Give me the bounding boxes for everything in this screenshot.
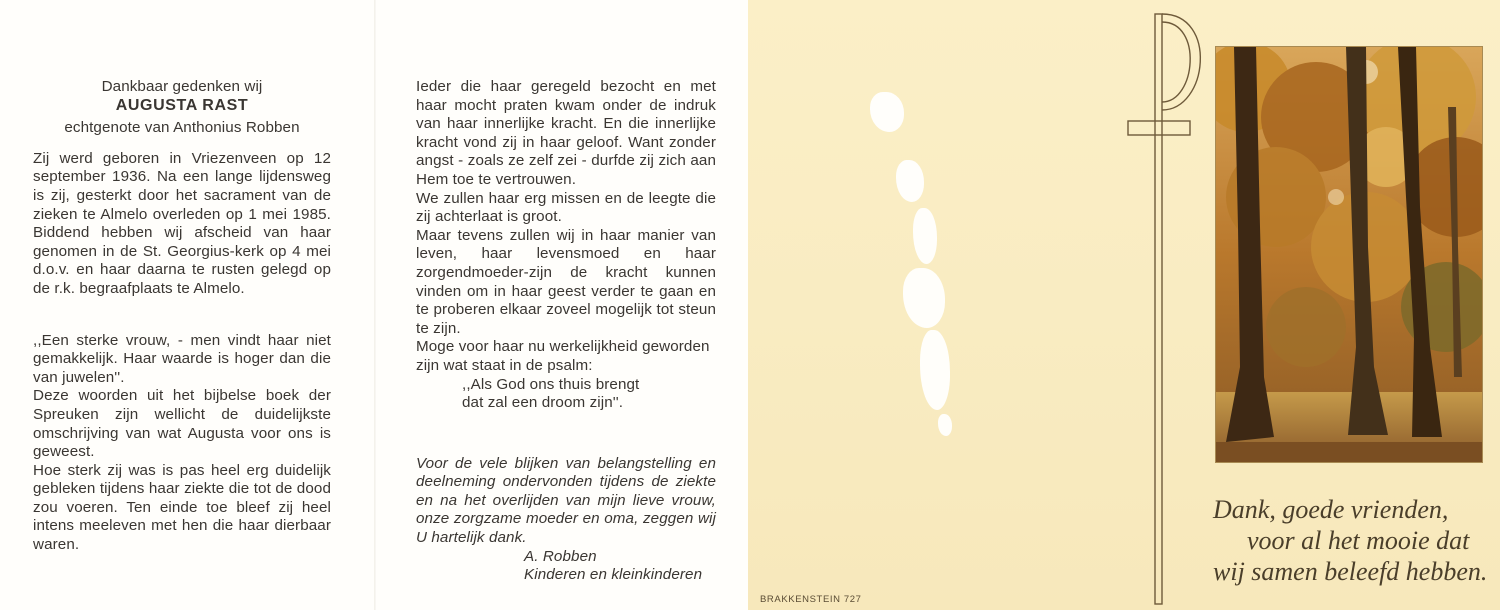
- inner-strength-text: Ieder die haar geregeld bezocht en met haar mocht praten kwam onder de indruk van haar innerlijke kracht. En die innerlijke kracht vond zij in haar geloof. Want zonder angst - zoals ze zelf zei - durfde zij zich aan Hem toe te vertrouwen.: [416, 78, 716, 188]
- explanation-text: Deze woorden uit het bijbelse boek der Spreuken zijn wellicht de duidelijkste omschrijving van wat Augusta voor ons is geweest.: [33, 387, 331, 461]
- inner-fold-line: [374, 0, 376, 610]
- scripture-quote: ,,Een sterke vrouw, - men vindt haar niet gemakkelijk. Haar waarde is hoger dan die van juwelen''.: [33, 331, 331, 386]
- middle-text-column: [416, 78, 716, 585]
- legacy-text: Maar tevens zullen wij in haar manier van leven, haar levensmoed en haar zorgendmoeder-zijn de kracht kunnen vinden om in haar geest verder te gaan en te proberen elkaar zoveel mogelijk tot steun te zijn.: [416, 226, 716, 337]
- signature-husband: A. Robben: [524, 547, 597, 565]
- biography-text: Zij werd geboren in Vriezenveen op 12 september 1936. Na een lange lijdensweg is zij, gesterkt door het sacrament van de zieken te Almelo overleden op 1 mei 1985. Biddend hebben wij afscheid van haar genomen in de St. Georgius-kerk op 4 mei d.o.v. en haar daarna te rusten gelegd op de r.k. begraafplaats te Almelo.: [33, 149, 331, 297]
- miss-her-text: We zullen haar erg missen en de leegte die zij achterlaat is groot.: [416, 189, 716, 226]
- quote-line-2: voor al het mooie dat: [1247, 526, 1470, 555]
- psalm-line-2: dat zal een droom zijn''.: [462, 394, 624, 412]
- quote-line-1: Dank, goede vrienden,: [1213, 495, 1449, 524]
- psalm-line-1: ,,Als God ons thuis brengt: [462, 375, 640, 393]
- illness-text: Hoe sterk zij was is pas heel erg duidelijk gebleken tijdens haar ziekte die tot de dood zou voeren. Ten einde toe bleef zij heel intens meeleven met hen die haar dierbaar waren.: [33, 461, 331, 554]
- psalm-intro: Moge voor haar nu werkelijkheid geworden zijn wat staat in de psalm:: [416, 338, 710, 374]
- left-text-column: [33, 78, 331, 555]
- spouse-line: echtgenote van Anthonius Robben: [64, 119, 300, 137]
- printer-mark: BRAKKENSTEIN 727: [760, 594, 862, 605]
- deceased-name: AUGUSTA RAST: [115, 96, 249, 114]
- thanks-text: Voor de vele blijken van belangstelling en deelneming ondervonden tijdens de ziekte en na het overlijden van mijn lieve vrouw, onze zorgzame moeder en oma, zeggen wij U hartelijk dank.: [416, 454, 716, 547]
- autumn-forest-photo: [1215, 46, 1483, 463]
- intro-line: Dankbaar gedenken wij: [101, 78, 263, 95]
- signature-family: Kinderen en kleinkinderen: [524, 566, 703, 584]
- quote-line-3: wij samen beleefd hebben.: [1213, 557, 1488, 586]
- cover-quote: [1213, 494, 1493, 587]
- card-inside: [0, 0, 748, 610]
